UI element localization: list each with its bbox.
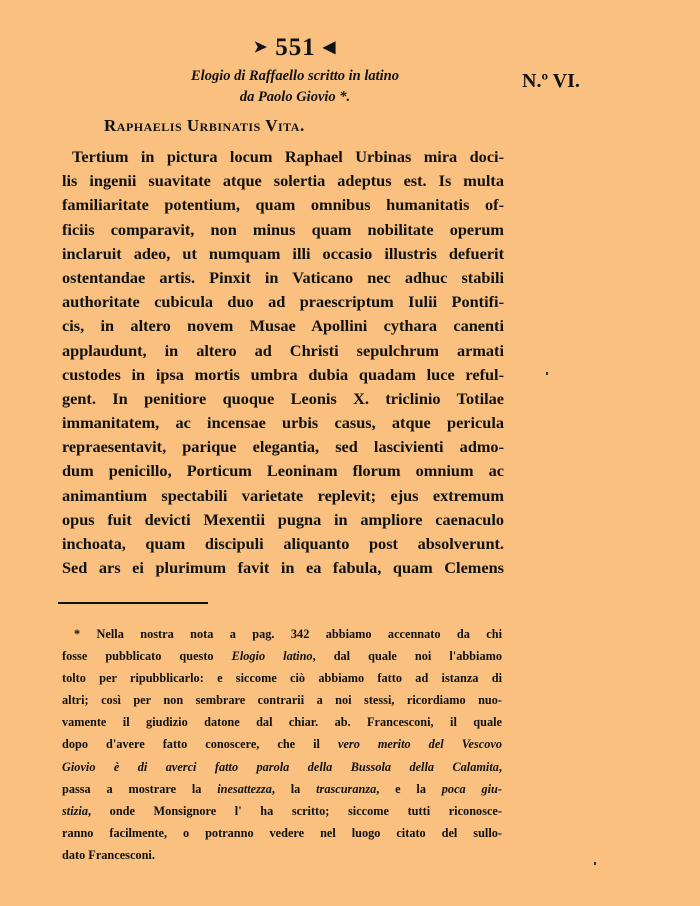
body-line: ficiis comparavit, non minus quam nobilitate operum bbox=[62, 219, 504, 239]
footnote-rule bbox=[58, 602, 208, 604]
body-line: custodes in ipsa mortis umbra dubia quadam luce reful- bbox=[62, 364, 504, 384]
ink-speck bbox=[546, 372, 548, 375]
body-line: cis, in altero novem Musae Apollini cythara canenti bbox=[62, 316, 504, 336]
body-line: applaudunt, in altero ad Christi sepulchrum armati bbox=[62, 340, 504, 360]
footnote-line: stizia, onde Monsignore l' ha scritto; siccome tutti riconosce- bbox=[62, 803, 502, 818]
footnote-line: passa a mostrare la inesattezza, la trascuranza, e la poca giu- bbox=[62, 781, 502, 796]
body-line: familiaritate potentium, quam omnibus humanitatis of- bbox=[62, 195, 504, 215]
footnote-line: * Nella nostra nota a pag. 342 abbiamo accennato da chi bbox=[74, 627, 502, 641]
section-number: N.º VI. bbox=[522, 70, 580, 92]
body-line: immanitatem, ac incensae urbis casus, atque pericula bbox=[62, 413, 504, 433]
footnote-line: vamente il giudizio datone dal chiar. ab. Francesconi, il quale bbox=[62, 715, 502, 730]
body-text bbox=[62, 145, 504, 580]
body-line: dum penicillo, Porticum Leoninam florum omnium ac bbox=[62, 461, 504, 481]
body-line: inclaruit adeo, ut numquam illi occasio illustris defuerit bbox=[62, 243, 504, 263]
body-line: animantium spectabili varietate replevit; ejus extremum bbox=[62, 485, 504, 505]
body-line: lis ingenii suavitate atque solertia adeptus est. Is multa bbox=[62, 171, 504, 191]
right-ornament-icon: ◀ bbox=[323, 39, 337, 56]
heading-line-2: da Paolo Giovio *. bbox=[239, 89, 351, 105]
heading-title bbox=[0, 66, 590, 108]
footnote-line: dopo d'avere fatto conoscere, che il vero merito del Vescovo bbox=[62, 737, 502, 752]
body-line: ostentandae artis. Pinxit in Vaticano nec adhuc stabili bbox=[62, 267, 504, 287]
body-line: authoritate cubicula duo ad praescriptum Iulii Pontifi- bbox=[62, 292, 504, 312]
vita-title: Raphaelis Urbinatis Vita. bbox=[104, 116, 305, 135]
body-line: repraesentavit, parique elegantia, sed lascivienti admo- bbox=[62, 437, 504, 457]
heading-line-1: Elogio di Raffaello scritto in latino bbox=[191, 68, 399, 84]
footnote-line: altri; così per non sembrare contrarii a noi stessi, ricordiamo nuo- bbox=[62, 693, 502, 708]
ink-speck bbox=[594, 862, 596, 865]
footnote-line: dato Francesconi. bbox=[62, 847, 155, 862]
footnote-line: Giovio è di averci fatto parola della Bussola della Calamita, bbox=[62, 759, 502, 774]
body-line: inchoata, quam discipuli aliquanto post absolverunt. bbox=[62, 534, 504, 553]
footnote bbox=[62, 623, 502, 866]
footnote-line: fosse pubblicato questo Elogio latino, dal quale noi l'abbiamo bbox=[62, 649, 502, 664]
body-line: gent. In penitiore quoque Leonis X. triclinio Totilae bbox=[62, 388, 504, 408]
left-ornament-icon: ➤ bbox=[253, 39, 269, 56]
footnote-line: ranno facilmente, o potranno vedere nel luogo citato del sullo- bbox=[62, 825, 502, 840]
page-number: ➤ 551 ◀ bbox=[253, 34, 337, 61]
body-line: opus fuit devicti Mexentii pugna in ampliore caenaculo bbox=[62, 509, 504, 529]
footnote-line: tolto per ripubblicarlo: e siccome ciò abbiamo fatto ad istanza di bbox=[62, 671, 502, 686]
body-line: Tertium in pictura locum Raphael Urbinas mira doci- bbox=[72, 147, 504, 166]
body-line: Sed ars ei plurimum favit in ea fabula, quam Clemens bbox=[62, 558, 504, 578]
